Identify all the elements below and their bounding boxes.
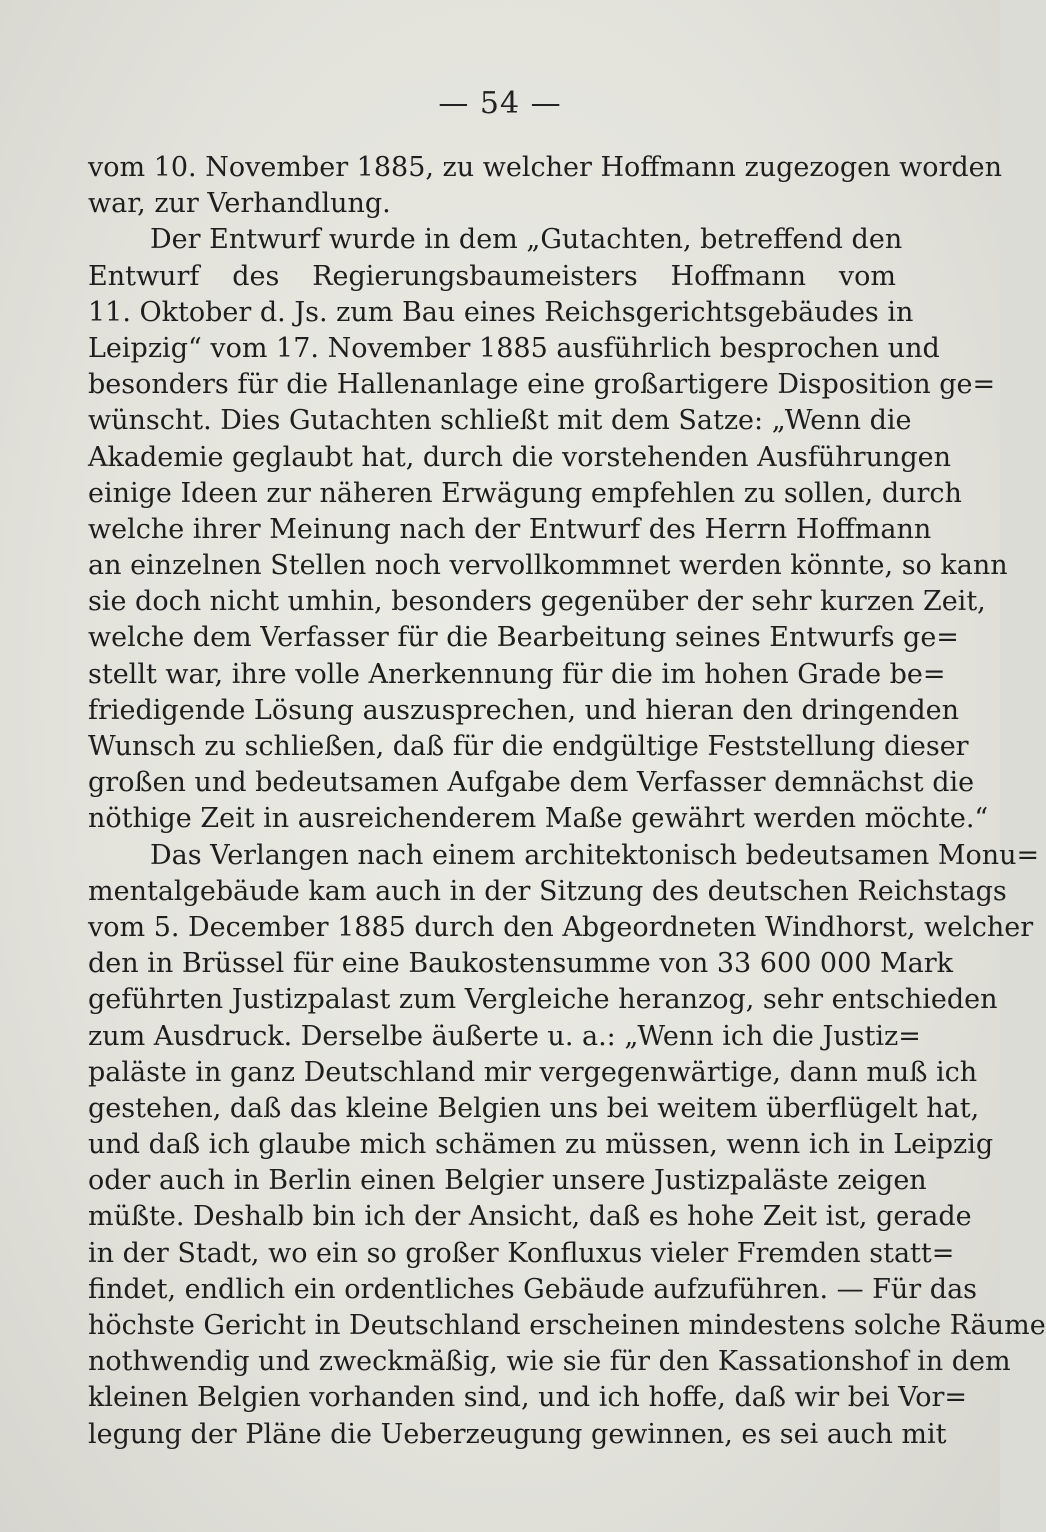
text-line: großen und bedeutsamen Aufgabe dem Verfasser demnächst die [88,767,975,799]
text-line: war, zur Verhandlung. [88,188,391,220]
text-line: welche dem Verfasser für die Bearbeitung seines Entwurfs ge= [88,622,959,654]
text-line: Leipzig“ vom 17. November 1885 ausführlich besprochen und [88,332,940,364]
text-line: besonders für die Hallenanlage eine großartigere Disposition ge= [88,369,996,401]
text-line: Wunsch zu schließen, daß für die endgültige Feststellung dieser [88,731,969,762]
text-line: kleinen Belgien vorhanden sind, und ich hoffe, daß wir bei Vor= [88,1382,967,1414]
text-line: geführten Justizpalast zum Vergleiche heranzog, sehr entschieden [88,984,998,1016]
text-line: an einzelnen Stellen noch vervollkommnet werden könnte, so kann [88,550,1008,582]
page-number: — 54 — [438,86,562,121]
text-line: Akademie geglaubt hat, durch die vorstehenden Ausführungen [88,441,951,473]
text-line: gestehen, daß das kleine Belgien uns bei weitem überflügelt hat, [88,1092,980,1124]
text-line: mentalgebäude kam auch in der Sitzung des deutschen Reichstags [88,875,1007,907]
text-line: findet, endlich ein ordentliches Gebäude aufzuführen. — Für das [88,1273,978,1305]
text-line: in der Stadt, wo ein so großer Konfluxus vieler Fremden statt= [88,1237,955,1269]
text-line: Der Entwurf wurde in dem „Gutachten, betreffend den [150,224,903,256]
body-text [88,150,1046,1453]
text-line: legung der Pläne die Ueberzeugung gewinnen, es sei auch mit [88,1418,947,1450]
text-line: 11. Oktober d. Js. zum Bau eines Reichsgerichtsgebäudes in [88,296,914,328]
text-line: oder auch in Berlin einen Belgier unsere Justizpaläste zeigen [88,1165,927,1197]
text-line: vom 10. November 1885, zu welcher Hoffmann zugezogen worden [88,152,1003,183]
text-line: müßte. Deshalb bin ich der Ansicht, daß es hohe Zeit ist, gerade [88,1201,972,1233]
text-line: stellt war, ihre volle Anerkennung für die im hohen Grade be= [88,658,946,690]
text-line: Das Verlangen nach einem architektonisch bedeutsamen Monu= [150,839,1040,871]
text-line: und daß ich glaube mich schämen zu müssen, wenn ich in Leipzig [88,1129,994,1161]
text-line: zum Ausdruck. Derselbe äußerte u. a.: „Wenn ich die Justiz= [88,1020,921,1052]
text-line: nothwendig und zweckmäßig, wie sie für den Kassationshof in dem [88,1346,1011,1378]
text-line: wünscht. Dies Gutachten schließt mit dem Satze: „Wenn die [88,405,912,437]
text-line: den in Brüssel für eine Baukostensumme von 33 600 000 Mark [88,948,954,980]
text-line: friedigende Lösung auszusprechen, und hieran den dringenden [88,694,960,726]
text-line: vom 5. December 1885 durch den Abgeordneten Windhorst, welcher [88,911,1034,943]
text-line: einige Ideen zur näheren Erwägung empfehlen zu sollen, durch [88,477,962,509]
text-line: höchste Gericht in Deutschland erscheinen mindestens solche Räume [88,1310,1046,1341]
text-line: sie doch nicht umhin, besonders gegenüber der sehr kurzen Zeit, [88,586,986,618]
text-line: Entwurf des Regierungsbaumeisters Hoffmann vom [88,260,896,292]
text-line: paläste in ganz Deutschland mir vergegenwärtige, dann muß ich [88,1056,978,1088]
text-line: nöthige Zeit in ausreichenderem Maße gewährt werden möchte.“ [88,803,989,835]
text-line: welche ihrer Meinung nach der Entwurf des Herrn Hoffmann [88,513,932,545]
